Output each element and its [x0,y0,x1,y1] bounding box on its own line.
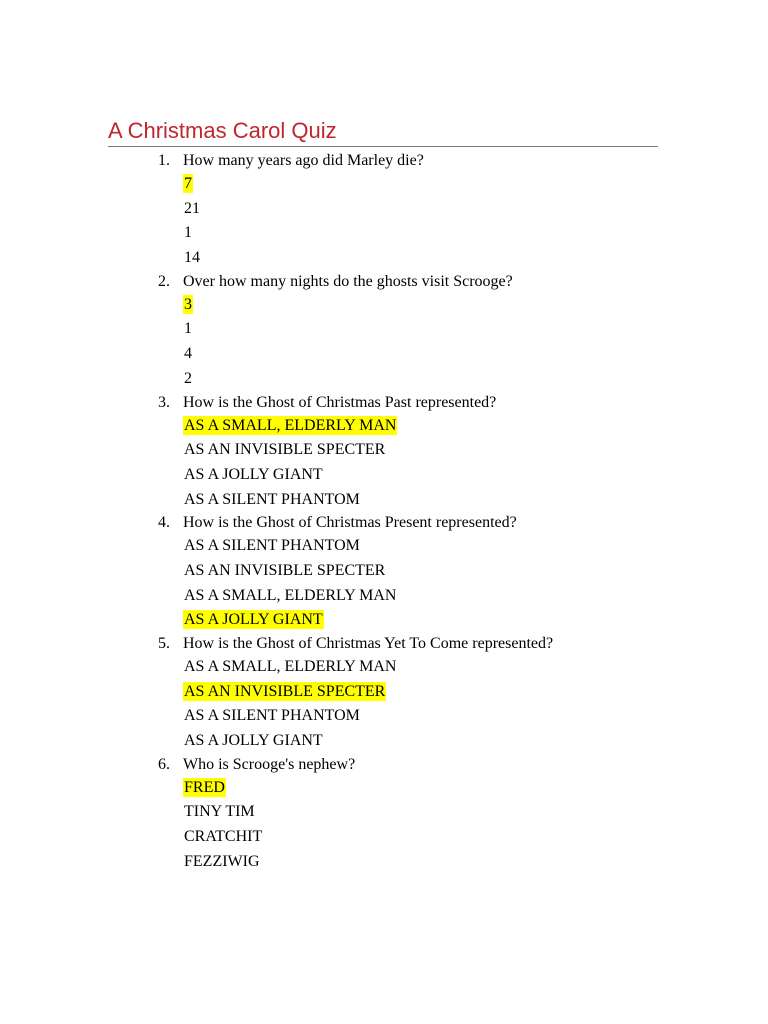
option-text-correct: 7 [184,175,192,192]
option-text: 2 [184,369,192,387]
question-item [0,754,768,875]
option-list [0,414,768,513]
question-number: 5. [158,635,170,652]
quiz-list [0,150,768,875]
title-underline [108,146,658,147]
question-number: 4. [158,514,170,532]
option-text: AS A SILENT PHANTOM [184,537,360,555]
option-item [0,559,768,584]
question-number: 2. [158,272,170,290]
option-text: AS AN INVISIBLE SPECTER [184,561,386,579]
question-number: 1. [158,152,170,169]
question-row [0,754,768,776]
option-item [0,172,768,197]
option-item [0,367,768,392]
question-text: How is the Ghost of Christmas Yet To Come represented? [183,635,554,652]
option-text: TINY TIM [184,803,255,821]
question-text: How is the Ghost of Christmas Present represented? [183,514,517,532]
option-text: 21 [184,199,200,217]
option-item [0,414,768,439]
option-text: FEZZIWIG [184,852,260,870]
option-text: AS A SILENT PHANTOM [184,707,360,725]
option-text: AS A JOLLY GIANT [184,465,323,483]
option-list [0,293,768,392]
option-item [0,680,768,705]
question-text: Who is Scrooge's nephew? [183,755,356,773]
option-item [0,438,768,463]
option-item [0,534,768,559]
option-text: AS AN INVISIBLE SPECTER [184,441,386,459]
question-text: How many years ago did Marley die? [183,152,424,169]
question-row [0,392,768,414]
option-item [0,317,768,342]
option-list [0,776,768,875]
question-row [0,512,768,534]
option-item [0,800,768,825]
option-list [0,655,768,754]
option-text: AS A SMALL, ELDERLY MAN [184,658,397,675]
question-row [0,271,768,293]
question-number: 3. [158,393,170,411]
question-text: Over how many nights do the ghosts visit Scrooge? [183,272,513,290]
option-item [0,221,768,246]
question-item [0,271,768,392]
option-item [0,584,768,609]
option-item [0,729,768,754]
question-row [0,150,768,172]
question-item [0,633,768,754]
option-item [0,655,768,680]
option-text: 1 [184,224,192,242]
option-text: AS A SILENT PHANTOM [184,490,360,508]
option-item [0,704,768,729]
page-title: A Christmas Carol Quiz [108,118,337,143]
option-text: AS A JOLLY GIANT [184,732,323,750]
option-item [0,850,768,875]
option-item [0,488,768,513]
option-item [0,776,768,801]
question-item [0,512,768,633]
question-number: 6. [158,755,170,773]
option-item [0,246,768,271]
option-text-correct: AS A SMALL, ELDERLY MAN [184,416,397,434]
option-text-correct: AS AN INVISIBLE SPECTER [184,682,386,700]
question-row [0,633,768,655]
option-list [0,534,768,633]
option-item [0,825,768,850]
question-item [0,150,768,271]
option-text-correct: FRED [184,778,225,796]
option-item [0,463,768,488]
option-item [0,293,768,318]
option-list [0,172,768,271]
option-text: 4 [184,345,192,363]
option-text-correct: 3 [184,295,192,313]
option-item [0,608,768,633]
question-item [0,392,768,513]
question-text: How is the Ghost of Christmas Past represented? [183,393,497,411]
option-item [0,197,768,222]
option-text: CRATCHIT [184,828,263,846]
option-text-correct: AS A JOLLY GIANT [184,611,323,629]
option-text: 1 [184,320,192,338]
option-text: 14 [184,249,200,267]
option-text: AS A SMALL, ELDERLY MAN [184,586,397,604]
option-item [0,342,768,367]
